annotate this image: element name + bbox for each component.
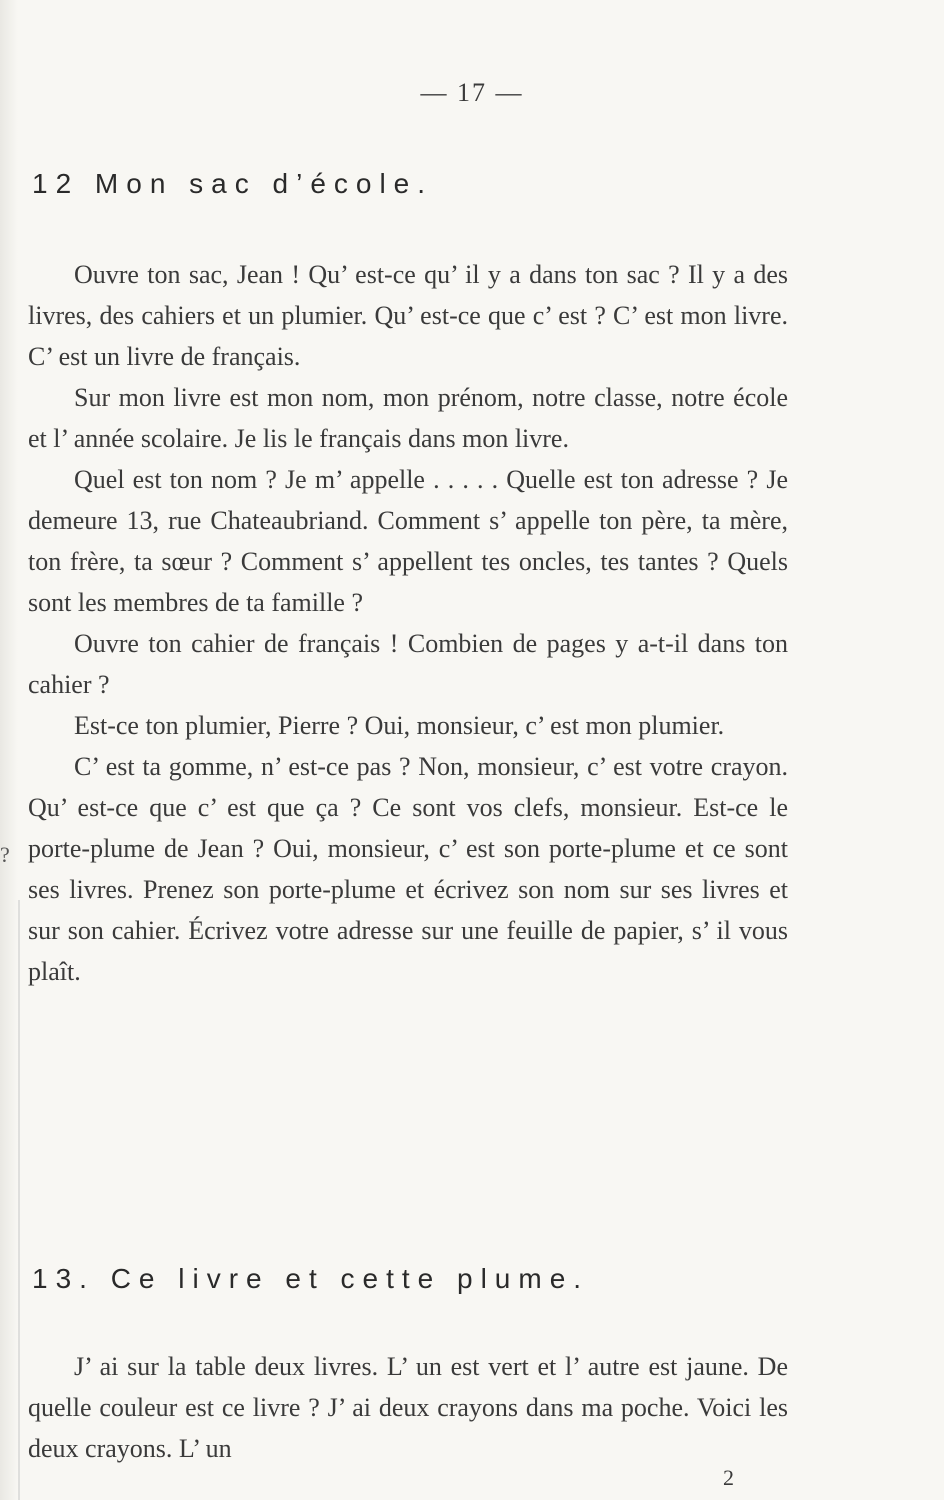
page-number: — 17 — <box>420 78 524 107</box>
section-title-12: 12 Mon sac d’école. <box>32 168 434 199</box>
margin-rule <box>18 900 20 1500</box>
section-13-body <box>28 1346 788 1469</box>
signature-mark: 2 <box>723 1465 734 1490</box>
section-title-13: 13. Ce livre et cette plume. <box>32 1263 590 1294</box>
section-12-body <box>28 254 788 992</box>
margin-question-mark: ? <box>0 842 10 867</box>
paragraph: Ouvre ton sac, Jean ! Qu’ est-ce qu’ il y a dans ton sac ? Il y a des livres, des cahiers et un plumier. Qu’ est-ce que c’ est ? C’ est mon livre. C’ est un livre de français. <box>28 260 788 371</box>
paragraph: Quel est ton nom ? Je m’ appelle . . . . . Quelle est ton adresse ? Je demeure 13, rue Chateaubriand. Comment s’ appelle ton père, ta mère, ton frère, ta sœur ? Comment s’ appellent tes oncles, tes tantes ? Quels sont les membres de ta famille ? <box>28 465 788 617</box>
paragraph: Ouvre ton cahier de français ! Combien de pages y a-t-il dans ton cahier ? <box>28 629 788 699</box>
paragraph: Sur mon livre est mon nom, mon prénom, notre classe, notre école et l’ année scolaire. Je lis le français dans mon livre. <box>28 383 788 453</box>
paragraph: C’ est ta gomme, n’ est-ce pas ? Non, monsieur, c’ est votre crayon. Qu’ est-ce que c’ est que ça ? Ce sont vos clefs, monsieur. Est-ce le porte-plume de Jean ? Oui, monsieur, c’ est son porte-plume et ce sont ses livres. Prenez son porte-plume et écrivez son nom sur ses livres et sur son cahier. Écrivez votre adresse sur une feuille de papier, s’ il vous plaît. <box>28 752 788 986</box>
page-binding-shadow <box>0 0 18 1500</box>
paragraph: Est-ce ton plumier, Pierre ? Oui, monsieur, c’ est mon plumier. <box>74 711 725 740</box>
paragraph: J’ ai sur la table deux livres. L’ un est vert et l’ autre est jaune. De quelle couleur est ce livre ? J’ ai deux crayons dans ma poche. Voici les deux crayons. L’ un <box>28 1352 788 1463</box>
